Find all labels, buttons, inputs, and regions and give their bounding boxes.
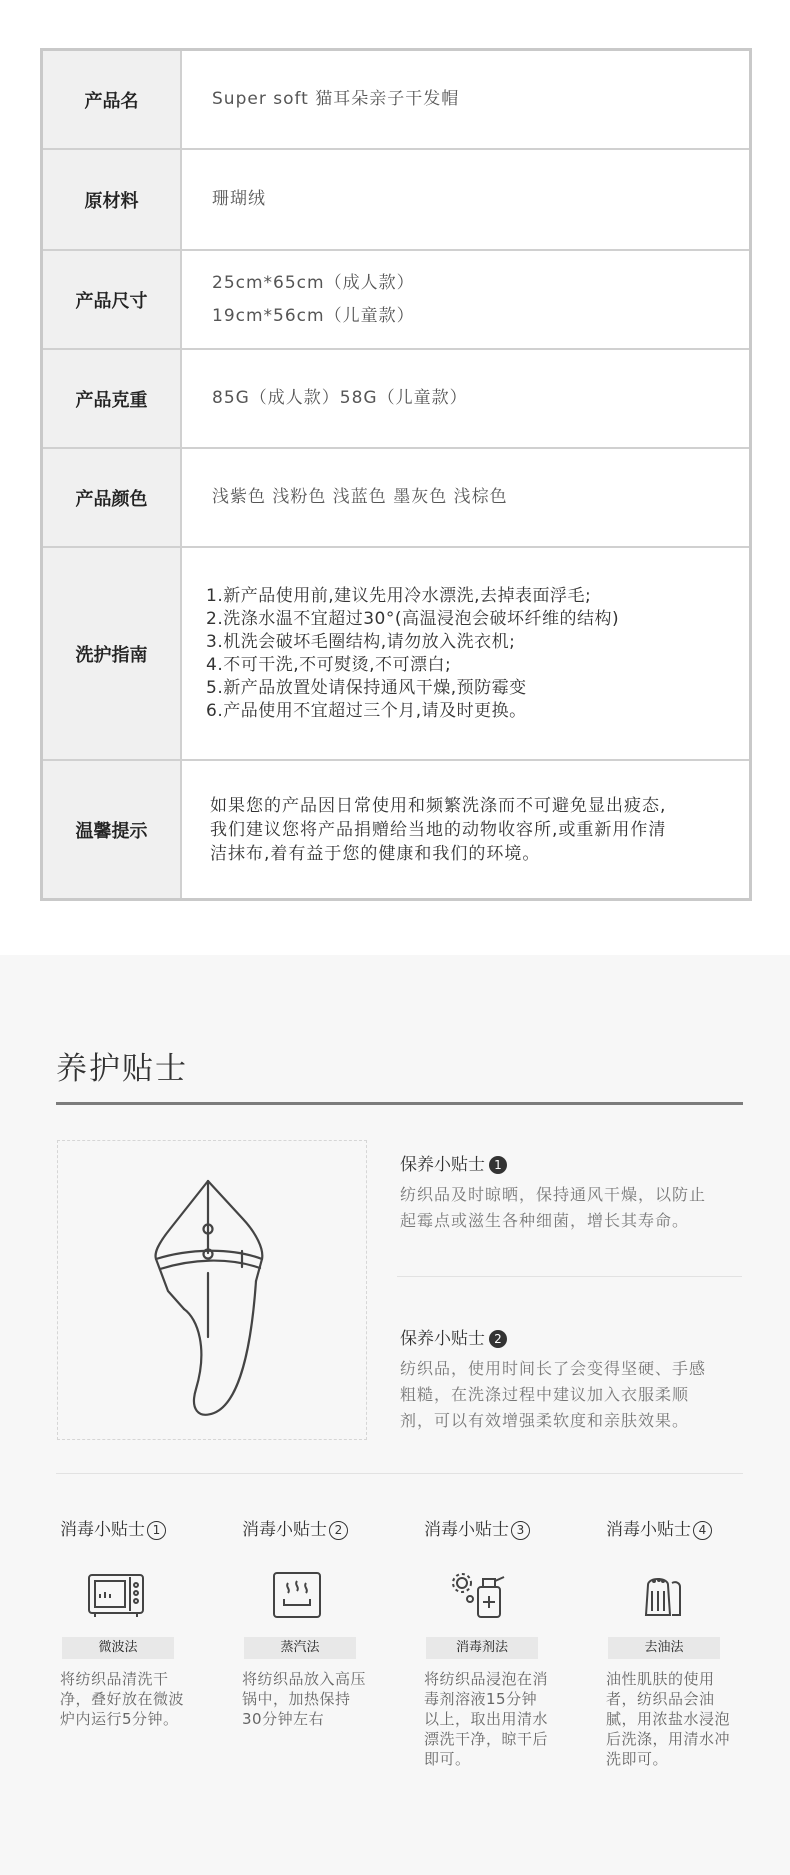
method-tag: 蒸汽法 — [244, 1637, 356, 1659]
disinfect-tip-title: 消毒小贴士 1 — [60, 1515, 220, 1540]
care-tip-line: 粗糙，在洗涤过程中建议加入衣服柔顺 — [400, 1385, 690, 1404]
spec-row-material — [43, 150, 749, 251]
disinfect-tip-2 — [242, 1515, 402, 1728]
spec-label: 产品尺寸 — [43, 251, 182, 348]
care-guide-line: 2.洗涤水温不宜超过30°(高温浸泡会破坏纤维的结构) — [206, 608, 620, 629]
spec-value — [182, 548, 749, 759]
care-guide-line: 1.新产品使用前,建议先用冷水漂洗,去掉表面浮毛; — [206, 585, 592, 606]
disinfect-line: 洗即可。 — [606, 1750, 669, 1768]
spec-label: 温馨提示 — [43, 761, 182, 898]
disinfect-line: 油性肌肤的使用 — [606, 1670, 715, 1688]
number-circle-icon: 1 — [147, 1521, 166, 1540]
number-badge-icon: 1 — [489, 1156, 507, 1174]
care-guide-line: 3.机洗会破坏毛圈结构,请勿放入洗衣机; — [206, 631, 516, 652]
spec-value — [182, 251, 749, 348]
disinfect-tip-1 — [60, 1515, 220, 1728]
disinfect-line: 炉内运行5分钟。 — [60, 1710, 179, 1728]
method-tag: 消毒剂法 — [426, 1637, 538, 1659]
spec-table — [40, 48, 752, 901]
hair-cap-illustration — [57, 1140, 367, 1440]
care-tip-2-title: 保养小贴士 2 — [400, 1324, 507, 1349]
disinfect-tip-title: 消毒小贴士 2 — [242, 1515, 402, 1540]
disinfect-line: 将纺织品放入高压 — [242, 1670, 367, 1688]
microwave-icon — [86, 1569, 146, 1621]
spec-value: 85G（成人款）58G（儿童款） — [212, 388, 468, 408]
spec-row-colors — [43, 449, 749, 548]
care-title: 养护贴士 — [56, 1051, 188, 1087]
number-badge-icon: 2 — [489, 1330, 507, 1348]
disinfect-tip-body — [242, 1669, 378, 1729]
disinfect-tip-body — [60, 1669, 196, 1729]
disinfect-line: 后洗涤，用清水冲 — [606, 1730, 731, 1748]
disinfect-line: 净，叠好放在微波 — [60, 1690, 185, 1708]
disinfect-line: 毒剂溶液15分钟 — [424, 1690, 538, 1708]
number-circle-icon: 4 — [693, 1521, 712, 1540]
number-circle-icon: 2 — [329, 1521, 348, 1540]
disinfect-tip-title: 消毒小贴士 4 — [606, 1515, 766, 1540]
spec-label: 产品克重 — [43, 350, 182, 447]
disinfect-line: 以上，取出用清水 — [424, 1710, 549, 1728]
spec-label: 原材料 — [43, 150, 182, 249]
method-tag: 微波法 — [62, 1637, 174, 1659]
steam-icon — [268, 1569, 328, 1621]
spec-value — [182, 761, 749, 898]
care-guide-line: 4.不可干洗,不可熨烫,不可漂白; — [206, 654, 452, 675]
warm-tip-line: 洁抹布,着有益于您的健康和我们的环境。 — [210, 843, 541, 864]
disinfect-tip-4 — [606, 1515, 766, 1768]
care-tip-1-body — [400, 1182, 740, 1234]
spec-label: 产品名 — [43, 51, 182, 148]
spec-row-warm-tip — [43, 761, 749, 898]
hair-cap-icon — [58, 1141, 366, 1439]
care-guide-line: 6.产品使用不宜超过三个月,请及时更换。 — [206, 700, 527, 721]
disinfect-line: 将纺织品浸泡在消 — [424, 1670, 549, 1688]
disinfect-tip-body — [606, 1669, 742, 1769]
disinfect-line: 30分钟左右 — [242, 1710, 325, 1728]
disinfect-tip-3 — [424, 1515, 584, 1768]
degrease-icon — [632, 1569, 692, 1621]
disinfect-line: 锅中，加热保持 — [242, 1690, 351, 1708]
care-tip-1-title: 保养小贴士 1 — [400, 1150, 507, 1175]
disinfect-line: 者，纺织品会油 — [606, 1690, 715, 1708]
spec-value: 珊瑚绒 — [212, 189, 266, 209]
spec-label: 产品颜色 — [43, 449, 182, 546]
disinfectant-icon — [450, 1569, 510, 1621]
spec-label: 洗护指南 — [43, 548, 182, 759]
disinfect-line: 即可。 — [424, 1750, 471, 1768]
method-tag: 去油法 — [608, 1637, 720, 1659]
care-tip-2-body — [400, 1356, 740, 1434]
care-title-rule — [56, 1102, 743, 1105]
spec-line: 19cm*56cm（儿童款） — [212, 305, 415, 326]
disinfect-line: 漂洗干净，晾干后 — [424, 1730, 549, 1748]
spec-row-weight — [43, 350, 749, 449]
care-guide-line: 5.新产品放置处请保持通风干燥,预防霉变 — [206, 677, 527, 698]
spec-value: 浅紫色 浅粉色 浅蓝色 墨灰色 浅棕色 — [212, 487, 508, 507]
disinfect-line: 腻，用浓盐水浸泡 — [606, 1710, 731, 1728]
spec-row-size — [43, 251, 749, 350]
care-tip-line: 剂，可以有效增强柔软度和亲肤效果。 — [400, 1411, 690, 1430]
warm-tip-line: 我们建议您将产品捐赠给当地的动物收容所,或重新用作清 — [210, 819, 667, 840]
warm-tip-line: 如果您的产品因日常使用和频繁洗涤而不可避免显出疲态, — [210, 795, 667, 816]
section-divider — [56, 1473, 743, 1474]
care-tip-line: 纺织品，使用时间长了会变得坚硬、手感 — [400, 1359, 707, 1378]
disinfect-tip-body — [424, 1669, 560, 1769]
care-tip-line: 起霉点或滋生各种细菌，增长其寿命。 — [400, 1211, 690, 1230]
spec-value: Super soft 猫耳朵亲子干发帽 — [212, 89, 460, 109]
number-circle-icon: 3 — [511, 1521, 530, 1540]
spec-row-care-guide — [43, 548, 749, 761]
disinfect-line: 将纺织品清洗干 — [60, 1670, 169, 1688]
care-tip-line: 纺织品及时晾晒，保持通风干燥，以防止 — [400, 1185, 707, 1204]
disinfect-tip-title: 消毒小贴士 3 — [424, 1515, 584, 1540]
spec-line: 25cm*65cm（成人款） — [212, 272, 415, 293]
spec-row-name — [43, 51, 749, 150]
tip-divider — [397, 1276, 742, 1277]
